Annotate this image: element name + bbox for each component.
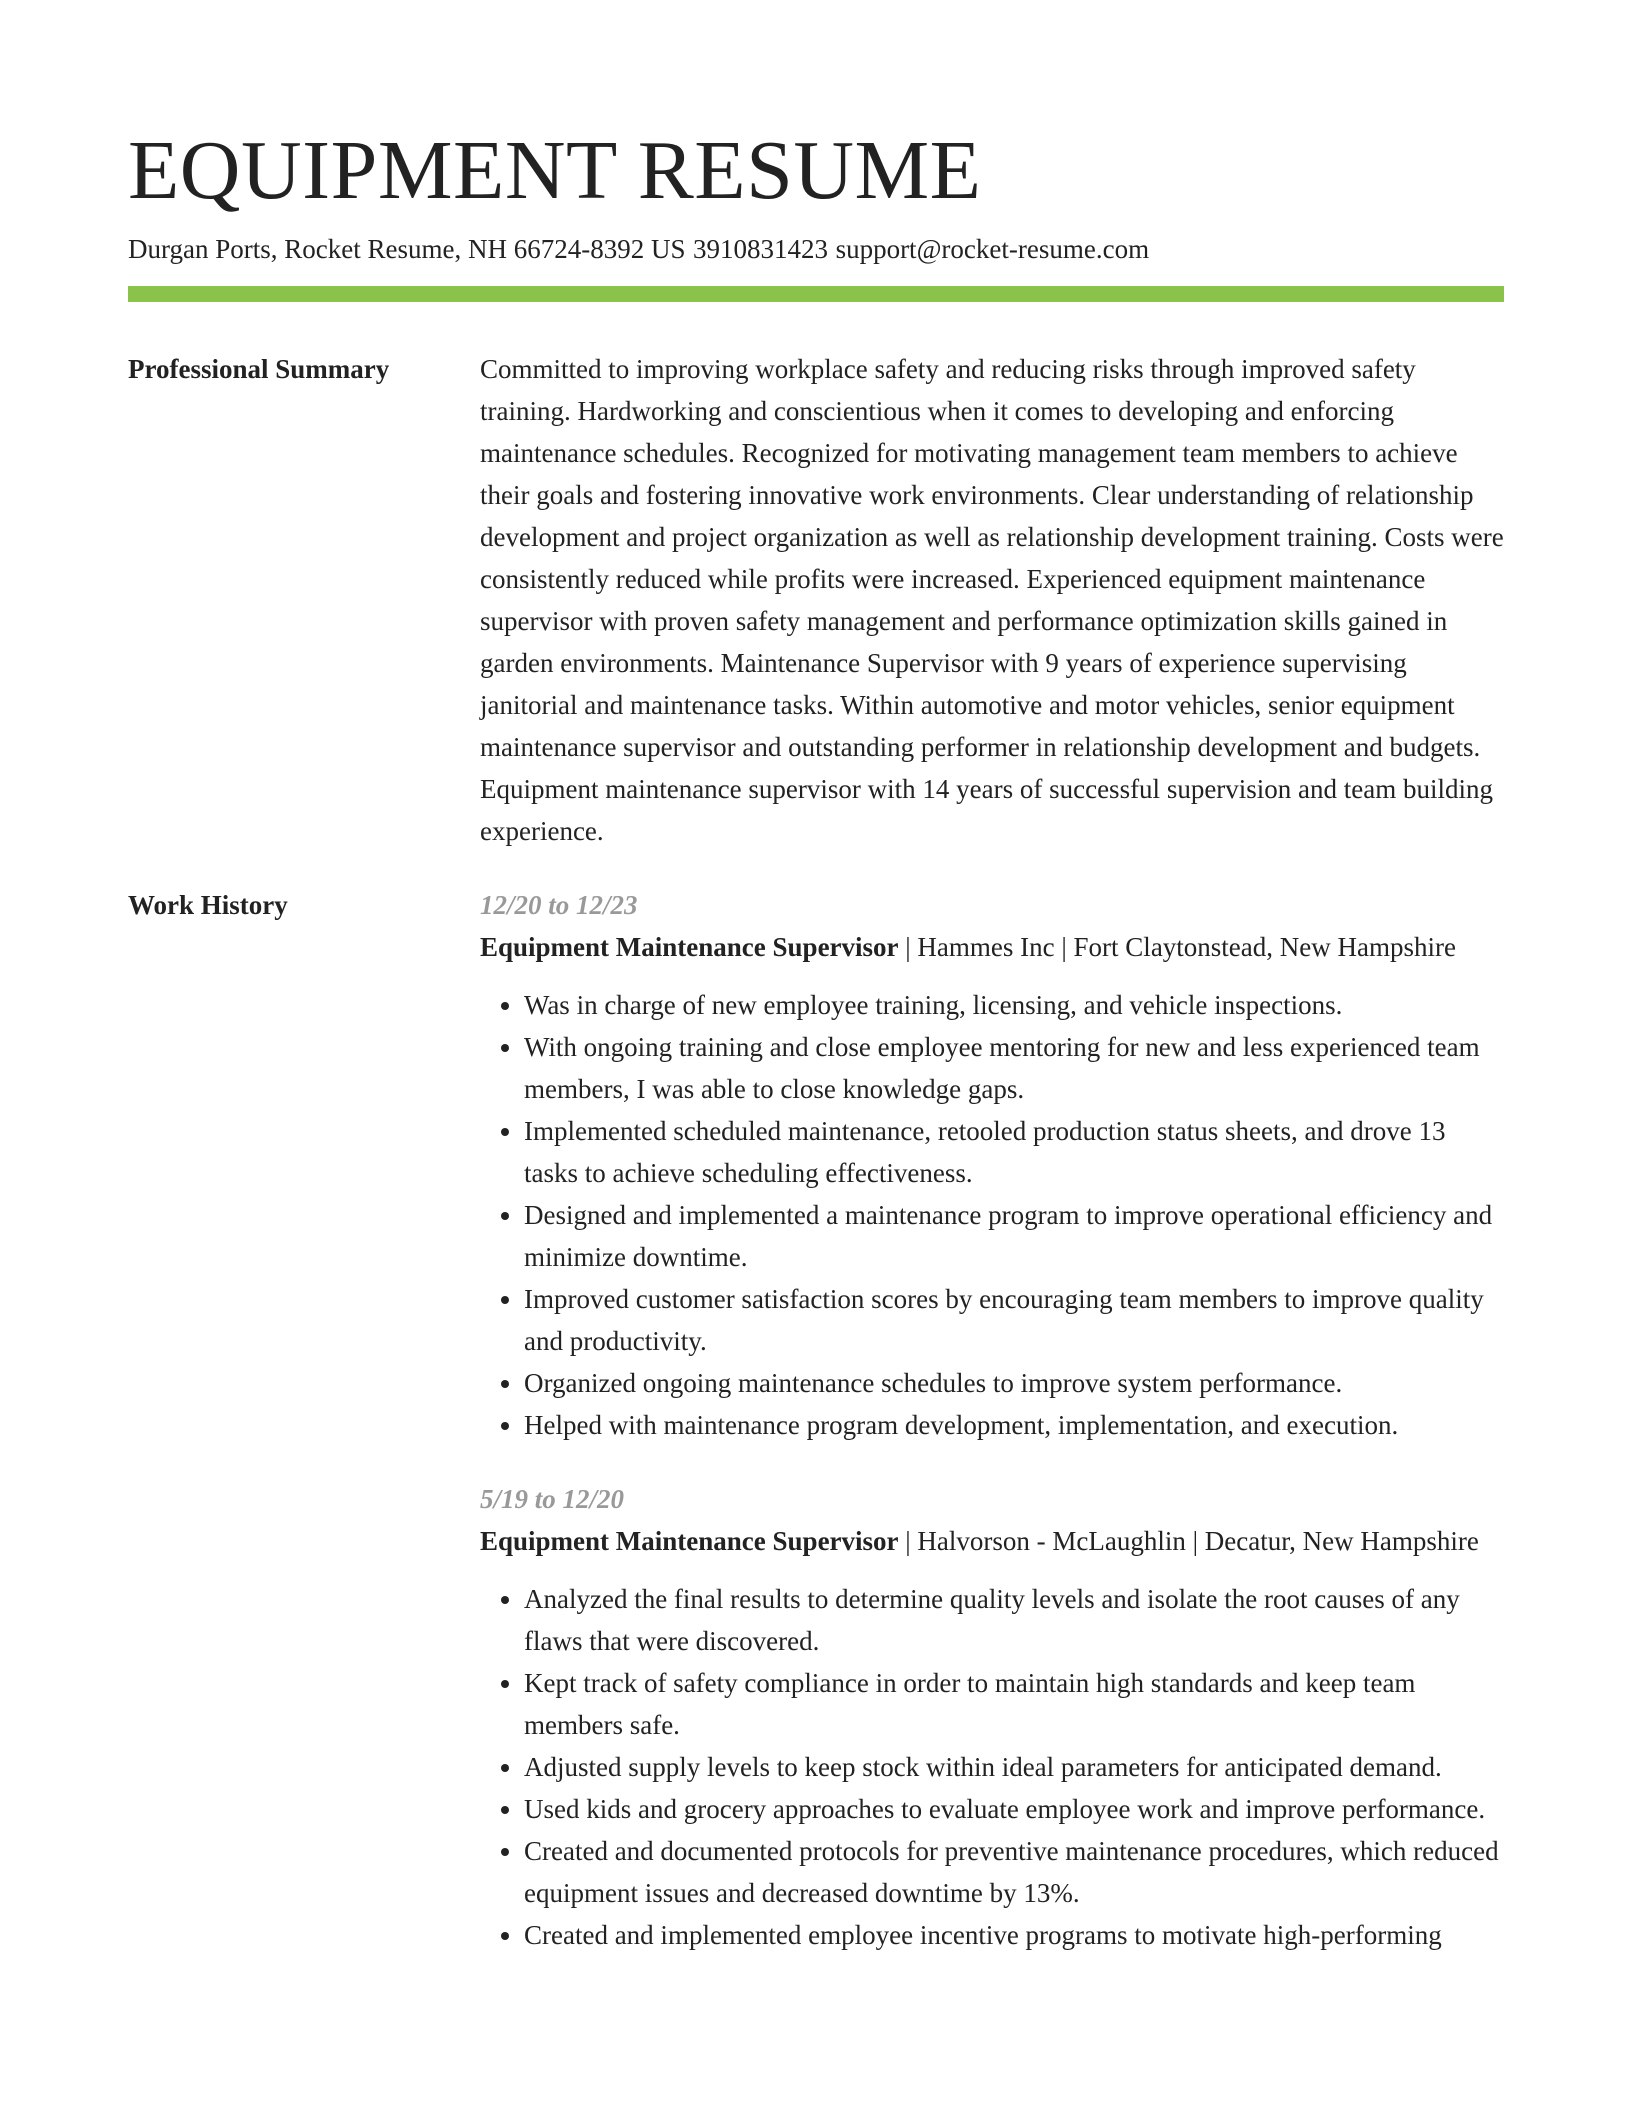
contact-line xyxy=(128,230,1149,268)
job-entry xyxy=(480,884,1504,1446)
job-heading xyxy=(480,926,1504,968)
job-bullet-list xyxy=(480,984,1504,1446)
job-details: | Halvorson - McLaughlin | Decatur, New Hampshire xyxy=(898,1526,1479,1556)
work-history-heading: Work History xyxy=(128,890,288,920)
job-bullet: • Analyzed the final results to determine quality levels and isolate the root causes of any flaws that were discovered. xyxy=(524,1578,1504,1662)
job-bullet: • With ongoing training and close employee mentoring for new and less experienced team members, I was able to close knowledge gaps. xyxy=(524,1026,1504,1110)
job-bullet: • Used kids and grocery approaches to evaluate employee work and improve performance. xyxy=(524,1788,1504,1830)
job-bullet: • Kept track of safety compliance in order to maintain high standards and keep team members safe. xyxy=(524,1662,1504,1746)
contact-phone: 3910831423 xyxy=(693,234,829,264)
job-dates: 5/19 to 12/20 xyxy=(480,1484,625,1514)
professional-summary-heading: Professional Summary xyxy=(128,354,390,384)
job-title: Equipment Maintenance Supervisor xyxy=(480,932,899,962)
professional-summary-body xyxy=(480,348,1504,852)
job-bullet: • Implemented scheduled maintenance, retooled production status sheets, and drove 13 tasks to achieve scheduling effectiveness. xyxy=(524,1110,1504,1194)
job-details: | Hammes Inc | Fort Claytonstead, New Hampshire xyxy=(898,932,1456,962)
job-bullet: • Was in charge of new employee training, licensing, and vehicle inspections. xyxy=(524,984,1504,1026)
job-heading xyxy=(480,1520,1504,1562)
work-history-body xyxy=(480,884,1504,1988)
job-title: Equipment Maintenance Supervisor xyxy=(480,1526,899,1556)
job-bullet: • Helped with maintenance program development, implementation, and execution. xyxy=(524,1404,1504,1446)
professional-summary-text: Committed to improving workplace safety and reducing risks through improved safety training. Hardworking and conscientious when it comes to developing and enforcing maintenance schedules. Recognized for motivating management team members to achieve their goals and fostering innovative work environments. Clear understanding of relationship development and project organization as well as relationship development training. Costs were consistently reduced while profits were increased. Experienced equipment maintenance supervisor with proven safety management and performance optimization skills gained in garden environments. Maintenance Supervisor with 9 years of experience supervising janitorial and maintenance tasks. Within automotive and motor vehicles, senior equipment maintenance supervisor and outstanding performer in relationship development and budgets. Equipment maintenance supervisor with 14 years of successful supervision and team building experience. xyxy=(480,354,1504,846)
contact-address: Durgan Ports, Rocket Resume, NH 66724-8392 US xyxy=(128,234,686,264)
job-bullet-list xyxy=(480,1578,1504,1956)
job-entry xyxy=(480,1478,1504,1956)
job-bullet: • Designed and implemented a maintenance program to improve operational efficiency and minimize downtime. xyxy=(524,1194,1504,1278)
resume-title: EQUIPMENT RESUME xyxy=(128,124,982,217)
job-bullet: • Adjusted supply levels to keep stock within ideal parameters for anticipated demand. xyxy=(524,1746,1504,1788)
header-divider xyxy=(128,286,1504,302)
job-bullet: • Organized ongoing maintenance schedules to improve system performance. xyxy=(524,1362,1504,1404)
job-bullet: • Created and implemented employee incentive programs to motivate high-performing xyxy=(524,1914,1504,1956)
job-bullet: • Created and documented protocols for preventive maintenance procedures, which reduced equipment issues and decreased downtime by 13%. xyxy=(524,1830,1504,1914)
contact-email: support@rocket-resume.com xyxy=(835,234,1150,264)
job-dates: 12/20 to 12/23 xyxy=(480,890,638,920)
job-bullet: • Improved customer satisfaction scores by encouraging team members to improve quality and productivity. xyxy=(524,1278,1504,1362)
